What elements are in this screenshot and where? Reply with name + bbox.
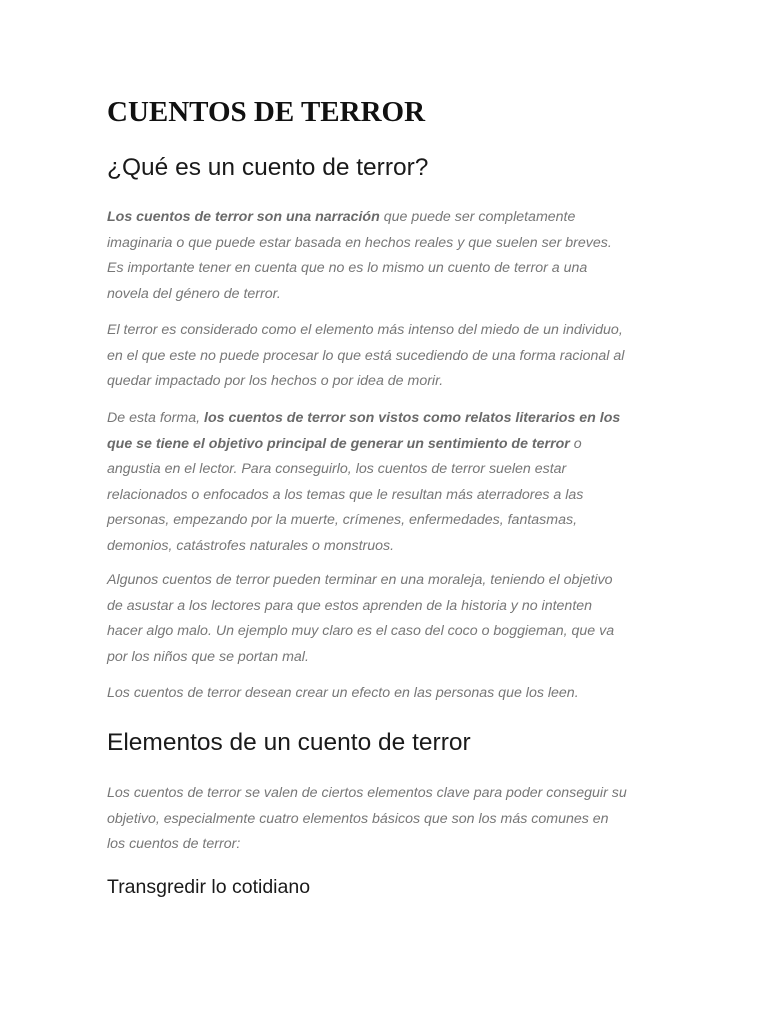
text-line: demonios, catástrofes naturales o monstruos. [107, 537, 395, 554]
text-line: por los niños que se portan mal. [107, 648, 309, 665]
text-line: angustia en el lector. Para conseguirlo, los cuentos de terror suelen estar [107, 461, 567, 478]
text-span: que puede ser completamente [379, 209, 576, 225]
text-line: quedar impactado por los hechos o por idea de morir. [107, 373, 444, 390]
text-line [107, 406, 667, 432]
paragraph-terror-concept [107, 318, 667, 395]
text-line: Los cuentos de terror desean crear un efecto en las personas que los leen. [107, 685, 579, 701]
text-line: El terror es considerado como el elemento más intenso del miedo de un individuo, [107, 322, 623, 338]
text-line: relacionados o enfocados a los temas que le resultan más aterradores a las [107, 486, 584, 503]
text-span: De esta forma, [107, 410, 204, 426]
text-span: o [569, 435, 582, 452]
section-heading-elementos: Elementos de un cuento de terror [107, 729, 471, 756]
document-title: CUENTOS DE TERROR [107, 96, 426, 128]
text-line: en el que este no puede procesar lo que está sucediendo de una forma racional al [107, 347, 625, 364]
text-line: personas, empezando por la muerte, crímenes, enfermedades, fantasmas, [107, 512, 578, 529]
text-line [107, 432, 667, 458]
bold-text: que se tiene el objetivo principal de generar un sentimiento de terror [107, 435, 570, 452]
text-line: Algunos cuentos de terror pueden terminar en una moraleja, teniendo el objetivo [107, 572, 613, 588]
text-line: los cuentos de terror: [107, 836, 241, 853]
text-line: objetivo, especialmente cuatro elementos básicos que son los más comunes en [107, 810, 609, 827]
section-heading-que-es: ¿Qué es un cuento de terror? [107, 154, 429, 181]
text-line: de asustar a los lectores para que estos aprenden de la historia y no intenten [107, 597, 593, 614]
paragraph-elementos-intro [107, 781, 667, 858]
bold-text: los cuentos de terror son vistos como relatos literarios en los [204, 410, 621, 426]
text-line: Los cuentos de terror se valen de ciertos elementos clave para poder conseguir su [107, 785, 627, 801]
bold-text: Los cuentos de terror son una narración [107, 209, 380, 225]
paragraph-moraleja [107, 568, 667, 670]
text-line: Es importante tener en cuenta que no es lo mismo un cuento de terror a una [107, 260, 588, 277]
subheading-transgredir: Transgredir lo cotidiano [107, 876, 311, 898]
paragraph-purpose [107, 406, 667, 560]
text-line: imaginaria o que puede estar basada en hechos reales y que suelen ser breves. [107, 234, 612, 251]
text-line: hacer algo malo. Un ejemplo muy claro es el caso del coco o boggieman, que va [107, 623, 615, 640]
text-line [107, 205, 667, 231]
paragraph-definition [107, 205, 667, 307]
text-line: novela del género de terror. [107, 285, 281, 302]
paragraph-efecto [107, 681, 667, 707]
